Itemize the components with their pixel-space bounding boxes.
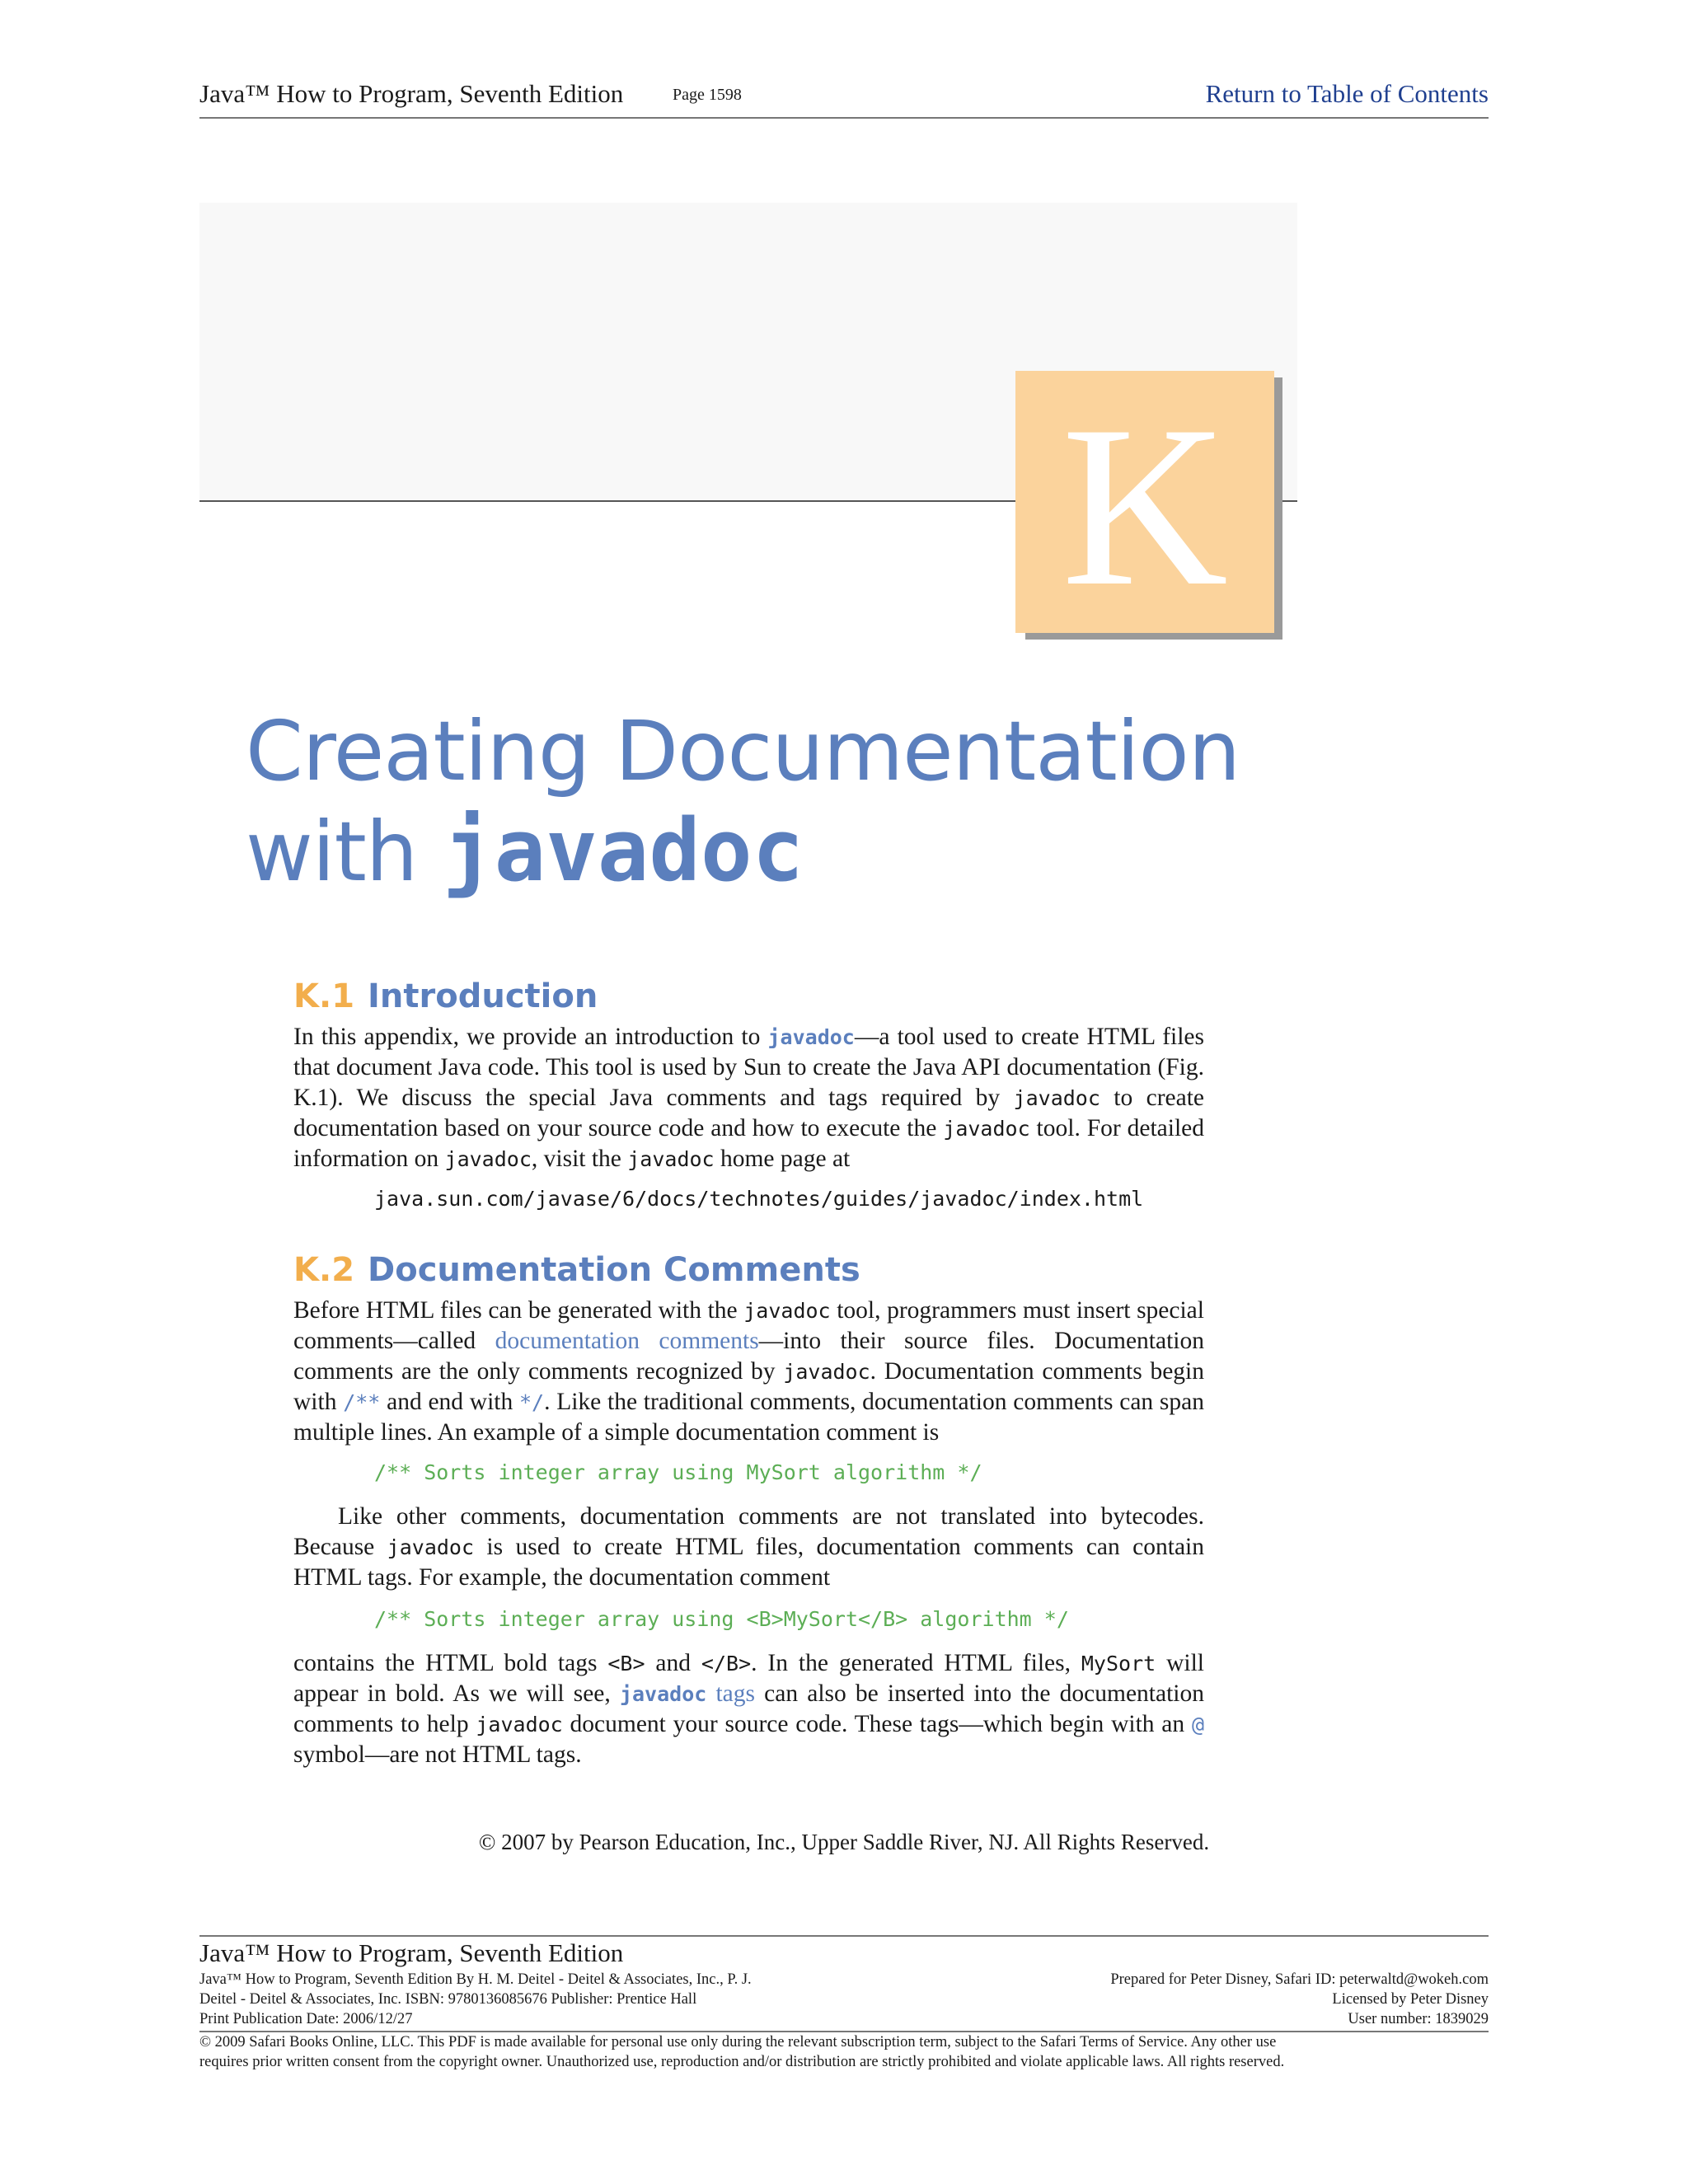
chapter-title-line1: Creating Documentation	[246, 703, 1240, 799]
chapter-title-with: with	[246, 804, 418, 900]
page-footer	[199, 1935, 1489, 2072]
chapter-letter: K	[1061, 377, 1229, 634]
footer-row	[199, 1990, 1489, 2009]
chapter-title	[246, 702, 1317, 902]
footer-legal	[199, 2031, 1489, 2072]
footer-isbn: Deitel - Deitel & Associates, Inc. ISBN: 9780136085676 Publisher: Prentice Hall	[199, 1991, 697, 2008]
section-number: K.2	[293, 1251, 355, 1289]
footer-licensed-by: Licensed by Peter Disney	[1332, 1991, 1489, 2008]
footer-book-info: Java™ How to Program, Seventh Edition By H. M. Deitel - Deitel & Associates, Inc., P. J.	[199, 1971, 752, 1988]
section-title: Introduction	[368, 977, 598, 1015]
section-number: K.1	[293, 977, 355, 1015]
code-example-2: /** Sorts integer array using <B>MySort</B> algorithm */	[374, 1607, 1069, 1631]
header-page-number: Page 1598	[673, 86, 742, 104]
copyright-notice: © 2007 by Pearson Education, Inc., Upper Saddle River, NJ. All Rights Reserved.	[478, 1830, 1210, 1854]
footer-legal-line1: © 2009 Safari Books Online, LLC. This PDF is made available for personal use only during the relevant subscription term, subject to the Safari Terms of Service. Any other use	[199, 2034, 1277, 2050]
footer-legal-line2: requires prior written consent from the copyright owner. Unauthorized use, reproduction and/or distribution are strictly prohibited and violate applicable laws. All rights reserved.	[199, 2054, 1285, 2070]
html-tags-paragraph: Like other comments, documentation comments are not translated into bytecodes. Because javadoc is used to create HTML files, documentation comments can contain HTML tags. For example, the documentation comment	[293, 1503, 1204, 1591]
javadoc-url: java.sun.com/javase/6/docs/technotes/guides/javadoc/index.html	[374, 1187, 1144, 1211]
section-heading-documentation-comments	[293, 1251, 860, 1289]
chapter-letter-box	[1015, 371, 1274, 633]
page-header	[199, 76, 1489, 119]
footer-publication-date: Print Publication Date: 2006/12/27	[199, 2011, 413, 2027]
intro-paragraph: In this appendix, we provide an introduction to javadoc—a tool used to create HTML files that document Java code. This tool is used by Sun to create the Java API documentation (Fig. K.1). We discuss the special Java comments and tags required by javadoc to create documentation based on your source code and how to execute the javadoc tool. For detailed information on javadoc, visit the javadoc home page at	[293, 1024, 1205, 1172]
section-title: Documentation Comments	[368, 1251, 860, 1289]
chapter-title-code: javadoc	[442, 800, 804, 901]
footer-prepared-for: Prepared for Peter Disney, Safari ID: peterwaltd@wokeh.com	[1110, 1971, 1489, 1988]
header-book-title: Java™ How to Program, Seventh Edition	[199, 79, 624, 108]
section-heading-introduction	[293, 977, 598, 1015]
footer-row	[199, 1970, 1489, 1990]
code-example-1: /** Sorts integer array using MySort algorithm */	[374, 1460, 982, 1484]
toc-link[interactable]: Return to Table of Contents	[1205, 79, 1489, 108]
footer-book-title: Java™ How to Program, Seventh Edition	[199, 1938, 624, 1967]
footer-user-number: User number: 1839029	[1348, 2011, 1489, 2027]
bold-tags-paragraph: contains the HTML bold tags <B> and </B>. In the generated HTML files, MySort will appear in bold. As we will see, javadoc tags can also be inserted into the documentation comments to help javadoc document your source code. These tags—which begin with an @ symbol—are not HTML tags.	[293, 1650, 1204, 1768]
chapter-title-line2	[246, 801, 1317, 902]
doc-comments-paragraph: Before HTML files can be generated with the javadoc tool, programmers must insert special comments—called documentation comments—into their source files. Documentation comments are the only comments recognized by javadoc. Documentation comments begin with /** and end with */. Like the traditional comments, documentation comments can span multiple lines. An example of a simple documentation comment is	[293, 1297, 1205, 1446]
footer-row	[199, 2009, 1489, 2029]
